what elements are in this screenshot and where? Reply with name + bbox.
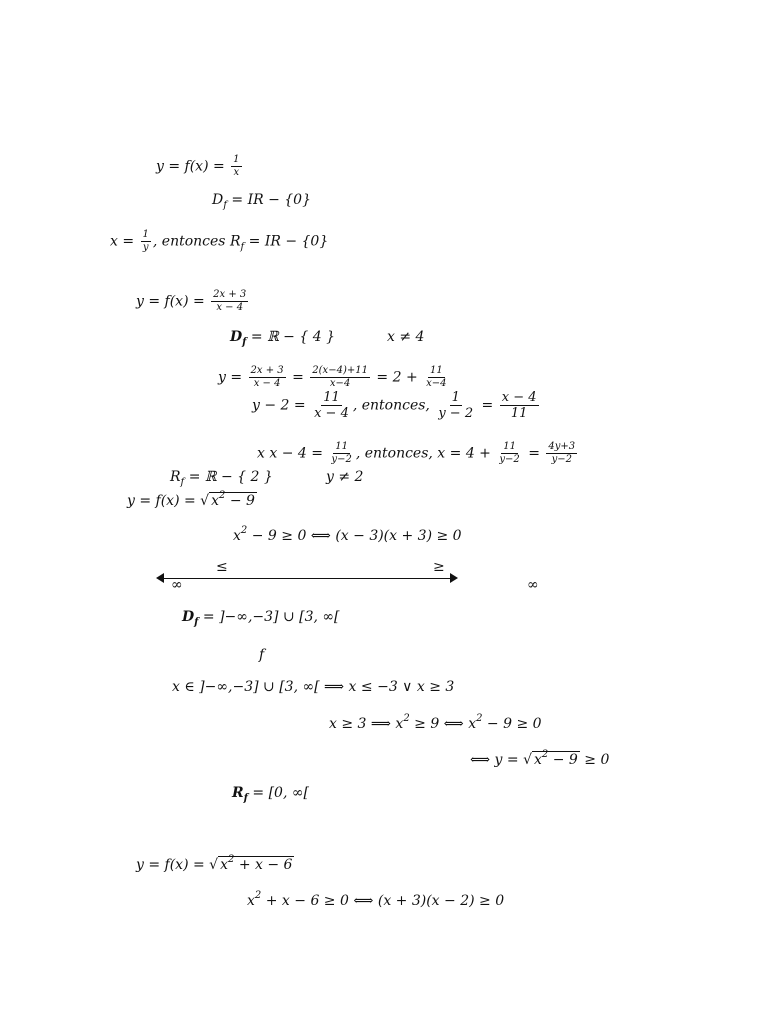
fraction-numerator: 11 xyxy=(335,441,348,452)
fraction-denominator: x − 4 xyxy=(253,378,281,389)
fraction-denominator: x − 4 xyxy=(216,302,244,313)
step1-fraction-b xyxy=(310,366,370,389)
inequality-exponent: 2 xyxy=(240,525,248,536)
domain-value: = ]−∞,−3] ∪ [3, ∞[ xyxy=(198,609,340,625)
ex4-function-lhs: y = f(x) = xyxy=(136,857,210,873)
step1-lhs: y = xyxy=(218,369,247,386)
fraction-denominator: y−2 xyxy=(551,454,572,465)
arrow-right-icon xyxy=(450,573,458,583)
range-label: R xyxy=(232,785,244,801)
step3-lhs: x x − 4 = xyxy=(257,445,328,462)
domain-value: = IR − {0} xyxy=(226,192,311,208)
range-value: = ℝ − { 2 } xyxy=(184,469,273,485)
ex2-step1 xyxy=(218,366,451,389)
fraction-denominator: y − 2 xyxy=(438,406,474,421)
ex3-range xyxy=(232,786,309,804)
domain-label: D xyxy=(230,329,243,345)
ex3-implication-b: ⟺ y = √ $x^2 - 9 \ge 0$ xyxy=(470,749,610,768)
implication-a-middle: ≥ 9 ⟺ x xyxy=(409,716,477,732)
implication-b-radicand xyxy=(532,751,580,768)
number-line-le-symbol: ≤ xyxy=(216,559,228,575)
inequality-exponent: 2 xyxy=(254,890,262,901)
ex2-step2 xyxy=(252,391,541,420)
fraction-denominator: y−2 xyxy=(331,454,352,465)
implication-b-lhs: ⟺ y = xyxy=(470,752,524,768)
radicand-rest: + x − 6 xyxy=(234,857,293,873)
domain-value: = ℝ − { 4 } xyxy=(246,329,335,345)
ex2-domain xyxy=(230,330,335,348)
fraction-numerator: 1 xyxy=(451,390,460,405)
fraction-numerator: 11 xyxy=(429,365,443,376)
range-subscript: f xyxy=(243,793,248,804)
ex3-function: y = f(x) = √ $x^2 - 9$ xyxy=(127,490,255,509)
step1-equals: = xyxy=(287,369,309,386)
radicand-var: x xyxy=(211,493,219,509)
implication-a-start: x ≥ 3 ⟹ x xyxy=(329,716,404,732)
ex1-domain xyxy=(212,193,311,211)
fraction-denominator: 11 xyxy=(510,406,528,421)
ex2-range xyxy=(170,470,273,488)
step1-middle: = 2 + xyxy=(371,369,423,386)
inverse-rest: , entonces R xyxy=(152,233,241,250)
radicand-var: x xyxy=(533,752,542,768)
step1-fraction-c xyxy=(424,366,448,389)
domain-label: D xyxy=(182,609,195,625)
domain-label: D xyxy=(212,192,224,208)
fraction-numerator: 4y+3 xyxy=(548,441,576,452)
implication-a-exponent: 2 xyxy=(403,713,410,724)
step3-middle: , entonces, x = 4 + xyxy=(355,445,496,462)
ex4-function: y = f(x) = √ $x^2 + x - 6$ xyxy=(136,854,293,873)
ex1-function xyxy=(156,155,244,178)
ex1-function-text: y = f(x) = xyxy=(156,158,230,175)
ex2-step3 xyxy=(257,442,579,465)
ex3-domain xyxy=(182,610,340,628)
number-line-axis xyxy=(162,578,452,579)
ex1-function-fraction xyxy=(231,155,241,178)
fraction-denominator: x − 4 xyxy=(314,406,349,421)
step2-fraction-c xyxy=(500,391,539,420)
fraction-numerator: 2x + 3 xyxy=(250,365,284,376)
radicand-rest: − 9 xyxy=(548,752,578,768)
radicand-exponent: 2 xyxy=(228,854,235,865)
domain-subscript: f xyxy=(194,617,199,628)
radicand-var: x xyxy=(220,857,228,873)
fraction-denominator: y−2 xyxy=(499,454,520,465)
range-value: = IR − {0} xyxy=(244,233,329,250)
ex3-membership: x ∈ ]−∞,−3] ∪ [3, ∞[ ⟹ x ≤ −3 ∨ x ≥ 3 xyxy=(172,679,455,695)
number-line-ge-symbol: ≥ xyxy=(433,559,445,575)
inequality-var: x xyxy=(247,893,255,909)
step3-fraction-a xyxy=(329,442,353,465)
step3-fraction-c xyxy=(546,442,577,465)
inequality-rest: − 9 ≥ 0 ⟺ (x − 3)(x + 3) ≥ 0 xyxy=(247,528,462,544)
ex2-range-condition: y ≠ 2 xyxy=(326,469,364,485)
inverse-lhs: x = xyxy=(110,233,139,250)
radicand-exponent: 2 xyxy=(219,490,226,501)
step2-lhs: y − 2 = xyxy=(252,397,311,414)
ex3-function-lhs: y = f(x) = xyxy=(127,493,201,509)
number-line-inf-right: ∞ xyxy=(527,577,539,593)
number-line xyxy=(156,573,458,585)
fraction-numerator: 1 xyxy=(142,229,149,240)
step3-equals: = xyxy=(523,445,545,462)
ex4-radicand xyxy=(218,856,294,873)
range-subscript: f xyxy=(180,477,185,488)
ex3-radicand xyxy=(209,492,257,509)
fraction-denominator: x−4 xyxy=(426,378,447,389)
number-line-inf-left: ∞ xyxy=(171,577,183,593)
fraction-numerator: 2(x−4)+11 xyxy=(312,365,368,376)
implication-a-rest: − 9 ≥ 0 xyxy=(482,716,542,732)
range-label: R xyxy=(170,469,181,485)
fraction-numerator: 2x + 3 xyxy=(213,289,247,300)
fraction-numerator: 1 xyxy=(233,154,240,165)
radicand-rest: − 9 xyxy=(225,493,255,509)
fraction-denominator: x−4 xyxy=(329,378,351,389)
inequality-var: x xyxy=(233,528,241,544)
fraction-numerator: x − 4 xyxy=(501,390,537,405)
domain-subscript: f xyxy=(223,200,227,211)
step2-fraction-b xyxy=(436,391,475,420)
step2-middle: , entonces, xyxy=(352,397,435,414)
range-subscript: f xyxy=(240,241,245,253)
range-value: = [0, ∞[ xyxy=(247,785,309,801)
radicand-exponent: 2 xyxy=(541,749,549,760)
ex3-implication-a xyxy=(329,714,542,731)
domain-subscript: f xyxy=(242,337,247,348)
ex2-function xyxy=(136,290,250,313)
ex2-domain-condition: x ≠ 4 xyxy=(387,329,425,345)
ex2-function-fraction xyxy=(211,290,248,313)
step2-equals: = xyxy=(477,397,498,414)
ex1-range xyxy=(110,230,328,253)
fraction-denominator: y xyxy=(142,242,149,253)
implication-b-rest: ≥ 0 xyxy=(579,752,610,768)
step1-fraction-a xyxy=(249,366,286,389)
inverse-fraction xyxy=(141,230,151,253)
fraction-numerator: 11 xyxy=(323,390,340,405)
ex3-inequality xyxy=(233,526,462,543)
ex2-function-text: y = f(x) = xyxy=(136,293,210,310)
ex4-inequality xyxy=(247,891,504,908)
step2-fraction-a xyxy=(312,391,351,420)
fraction-numerator: 11 xyxy=(503,441,516,452)
step3-fraction-b xyxy=(497,442,521,465)
implication-a-exponent-2: 2 xyxy=(476,713,483,724)
ex3-f-label: f xyxy=(259,647,265,663)
inequality-rest: + x − 6 ≥ 0 ⟺ (x + 3)(x − 2) ≥ 0 xyxy=(261,893,505,909)
fraction-denominator: x xyxy=(233,167,240,178)
